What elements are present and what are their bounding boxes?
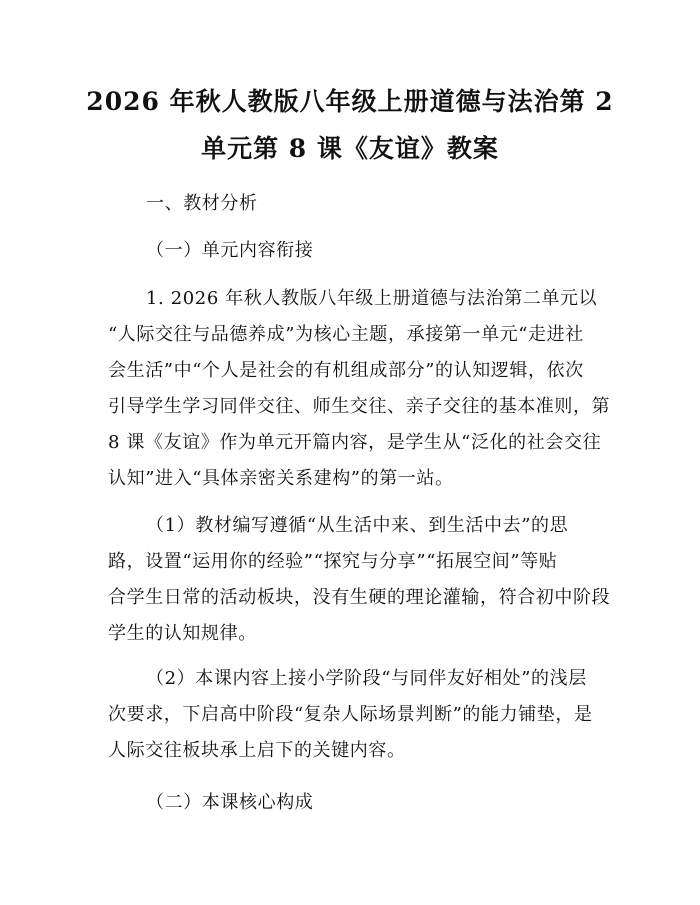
paragraph-line: （1）教材编写遵循“从生活中来、到生活中去”的思	[146, 515, 569, 536]
paragraph-line: 人际交往板块承上启下的关键内容。	[108, 740, 406, 761]
paragraph-line: 路，设置“运用你的经验”“探究与分享”“拓展空间”等贴	[108, 551, 558, 572]
paragraph-line: 学生的认知规律。	[108, 623, 257, 644]
paragraph-line: 8 课《友谊》作为单元开篇内容，是学生从“泛化的社会交往	[108, 432, 602, 453]
paragraph-unit-connection	[108, 281, 610, 497]
subsection-heading-core-structure: （二）本课核心构成	[146, 792, 314, 813]
paragraph-line: 1. 2026 年秋人教版八年级上册道德与法治第二单元以	[146, 288, 598, 309]
document-title-line-1: 2026 年秋人教版八年级上册道德与法治第 2	[86, 87, 614, 116]
document-title-line-2: 单元第 8 课《友谊》教案	[201, 134, 499, 163]
paragraph-line: 认知”进入“具体亲密关系建构”的第一站。	[108, 468, 454, 489]
paragraph-line: 引导学生学习同伴交往、师生交往、亲子交往的基本准则，第	[108, 396, 611, 417]
paragraph-textbook-design	[108, 508, 610, 652]
paragraph-line: 次要求，下启高中阶段“复杂人际场景判断”的能力铺垫，是	[108, 704, 593, 725]
subsection-heading-unit-connection: （一）单元内容衔接	[146, 240, 314, 261]
paragraph-line: “人际交往与品德养成”为核心主题，承接第一单元“走进社	[108, 324, 584, 345]
paragraph-line: （2）本课内容上接小学阶段“与同伴友好相处”的浅层	[146, 668, 587, 689]
paragraph-lesson-position	[108, 661, 593, 769]
section-heading-teaching-material-analysis: 一、教材分析	[146, 193, 258, 214]
paragraph-line: 合学生日常的活动板块，没有生硬的理论灌输，符合初中阶段	[108, 587, 611, 608]
paragraph-line: 会生活”中“个人是社会的有机组成部分”的认知逻辑，依次	[108, 360, 584, 381]
